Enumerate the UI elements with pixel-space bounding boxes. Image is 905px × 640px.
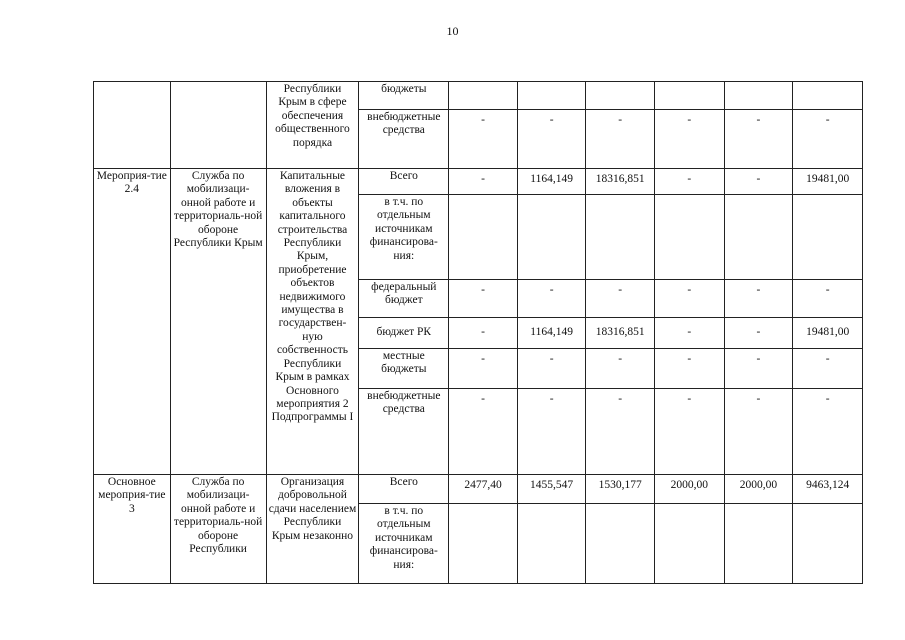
value-cell: [586, 195, 655, 280]
value-cell: -: [724, 389, 793, 475]
value-cell: [517, 195, 586, 280]
value-cell: [449, 195, 518, 280]
executor-cell: [170, 82, 266, 169]
value-cell: -: [655, 349, 725, 389]
table-row: [94, 82, 863, 110]
source-cell: федеральный бюджет: [359, 280, 449, 318]
source-cell: в т.ч. по отдельным источникам финансирова-ния:: [359, 504, 449, 584]
value-cell: -: [517, 280, 586, 318]
page-number: 10: [446, 24, 459, 38]
value-cell: -: [724, 169, 793, 195]
value-cell: 2000,00: [655, 475, 725, 504]
value-cell: [655, 195, 725, 280]
funding-table: [93, 81, 863, 584]
value-cell: -: [793, 349, 863, 389]
executor-cell: Служба по мобилизаци-онной работе и территориаль-ной обороне Республики: [170, 475, 266, 584]
value-cell: -: [724, 318, 793, 349]
value-cell: -: [724, 280, 793, 318]
value-cell: -: [655, 389, 725, 475]
value-cell: -: [793, 110, 863, 169]
activity-name-cell: Организация добровольной сдачи населением Республики Крым незаконно: [266, 475, 359, 584]
value-cell: -: [517, 110, 586, 169]
value-cell: 9463,124: [793, 475, 863, 504]
value-cell: -: [586, 349, 655, 389]
source-cell: Всего: [359, 169, 449, 195]
value-cell: -: [517, 389, 586, 475]
value-cell: -: [655, 169, 725, 195]
value-cell: 19481,00: [793, 318, 863, 349]
value-cell: [586, 504, 655, 584]
value-cell: 2000,00: [724, 475, 793, 504]
value-cell: -: [449, 318, 518, 349]
source-cell: внебюджетные средства: [359, 110, 449, 169]
activity-name-cell: Капитальные вложения в объекты капитального строительства Республики Крым, приобретение объектов недвижимого имущества в государствен-ную собственность Республики Крым в рамках Основного мероприятия 2 Подпрограммы I: [266, 169, 359, 475]
value-cell: [449, 82, 518, 110]
value-cell: [655, 504, 725, 584]
value-cell: [724, 82, 793, 110]
value-cell: 1164,149: [517, 318, 586, 349]
value-cell: -: [517, 349, 586, 389]
value-cell: [793, 82, 863, 110]
value-cell: 19481,00: [793, 169, 863, 195]
value-cell: [655, 82, 725, 110]
value-cell: -: [449, 110, 518, 169]
value-cell: -: [586, 280, 655, 318]
value-cell: -: [449, 169, 518, 195]
table-body: [94, 82, 863, 584]
value-cell: -: [655, 280, 725, 318]
source-cell: местные бюджеты: [359, 349, 449, 389]
value-cell: 18316,851: [586, 169, 655, 195]
value-cell: 1455,547: [517, 475, 586, 504]
value-cell: -: [724, 110, 793, 169]
value-cell: -: [793, 280, 863, 318]
table-row: [94, 169, 863, 195]
value-cell: 18316,851: [586, 318, 655, 349]
activity-cell: [94, 82, 171, 169]
activity-cell: Основное мероприя-тие 3: [94, 475, 171, 584]
value-cell: [517, 82, 586, 110]
value-cell: 1530,177: [586, 475, 655, 504]
value-cell: 2477,40: [449, 475, 518, 504]
value-cell: -: [724, 349, 793, 389]
value-cell: -: [586, 389, 655, 475]
value-cell: -: [449, 389, 518, 475]
source-cell: бюджеты: [359, 82, 449, 110]
value-cell: [724, 504, 793, 584]
executor-cell: Служба по мобилизаци-онной работе и территориаль-ной обороне Республики Крым: [170, 169, 266, 475]
value-cell: -: [655, 110, 725, 169]
value-cell: -: [449, 280, 518, 318]
source-cell: бюджет РК: [359, 318, 449, 349]
source-cell: внебюджетные средства: [359, 389, 449, 475]
source-cell: в т.ч. по отдельным источникам финансирова-ния:: [359, 195, 449, 280]
value-cell: -: [655, 318, 725, 349]
value-cell: [724, 195, 793, 280]
activity-cell: Мероприя-тие 2.4: [94, 169, 171, 475]
value-cell: -: [793, 389, 863, 475]
source-cell: Всего: [359, 475, 449, 504]
value-cell: [793, 504, 863, 584]
value-cell: -: [586, 110, 655, 169]
value-cell: [586, 82, 655, 110]
value-cell: [517, 504, 586, 584]
value-cell: -: [449, 349, 518, 389]
value-cell: [793, 195, 863, 280]
value-cell: 1164,149: [517, 169, 586, 195]
table-row: [94, 475, 863, 504]
value-cell: [449, 504, 518, 584]
activity-name-cell: Республики Крым в сфере обеспечения общественного порядка: [266, 82, 359, 169]
